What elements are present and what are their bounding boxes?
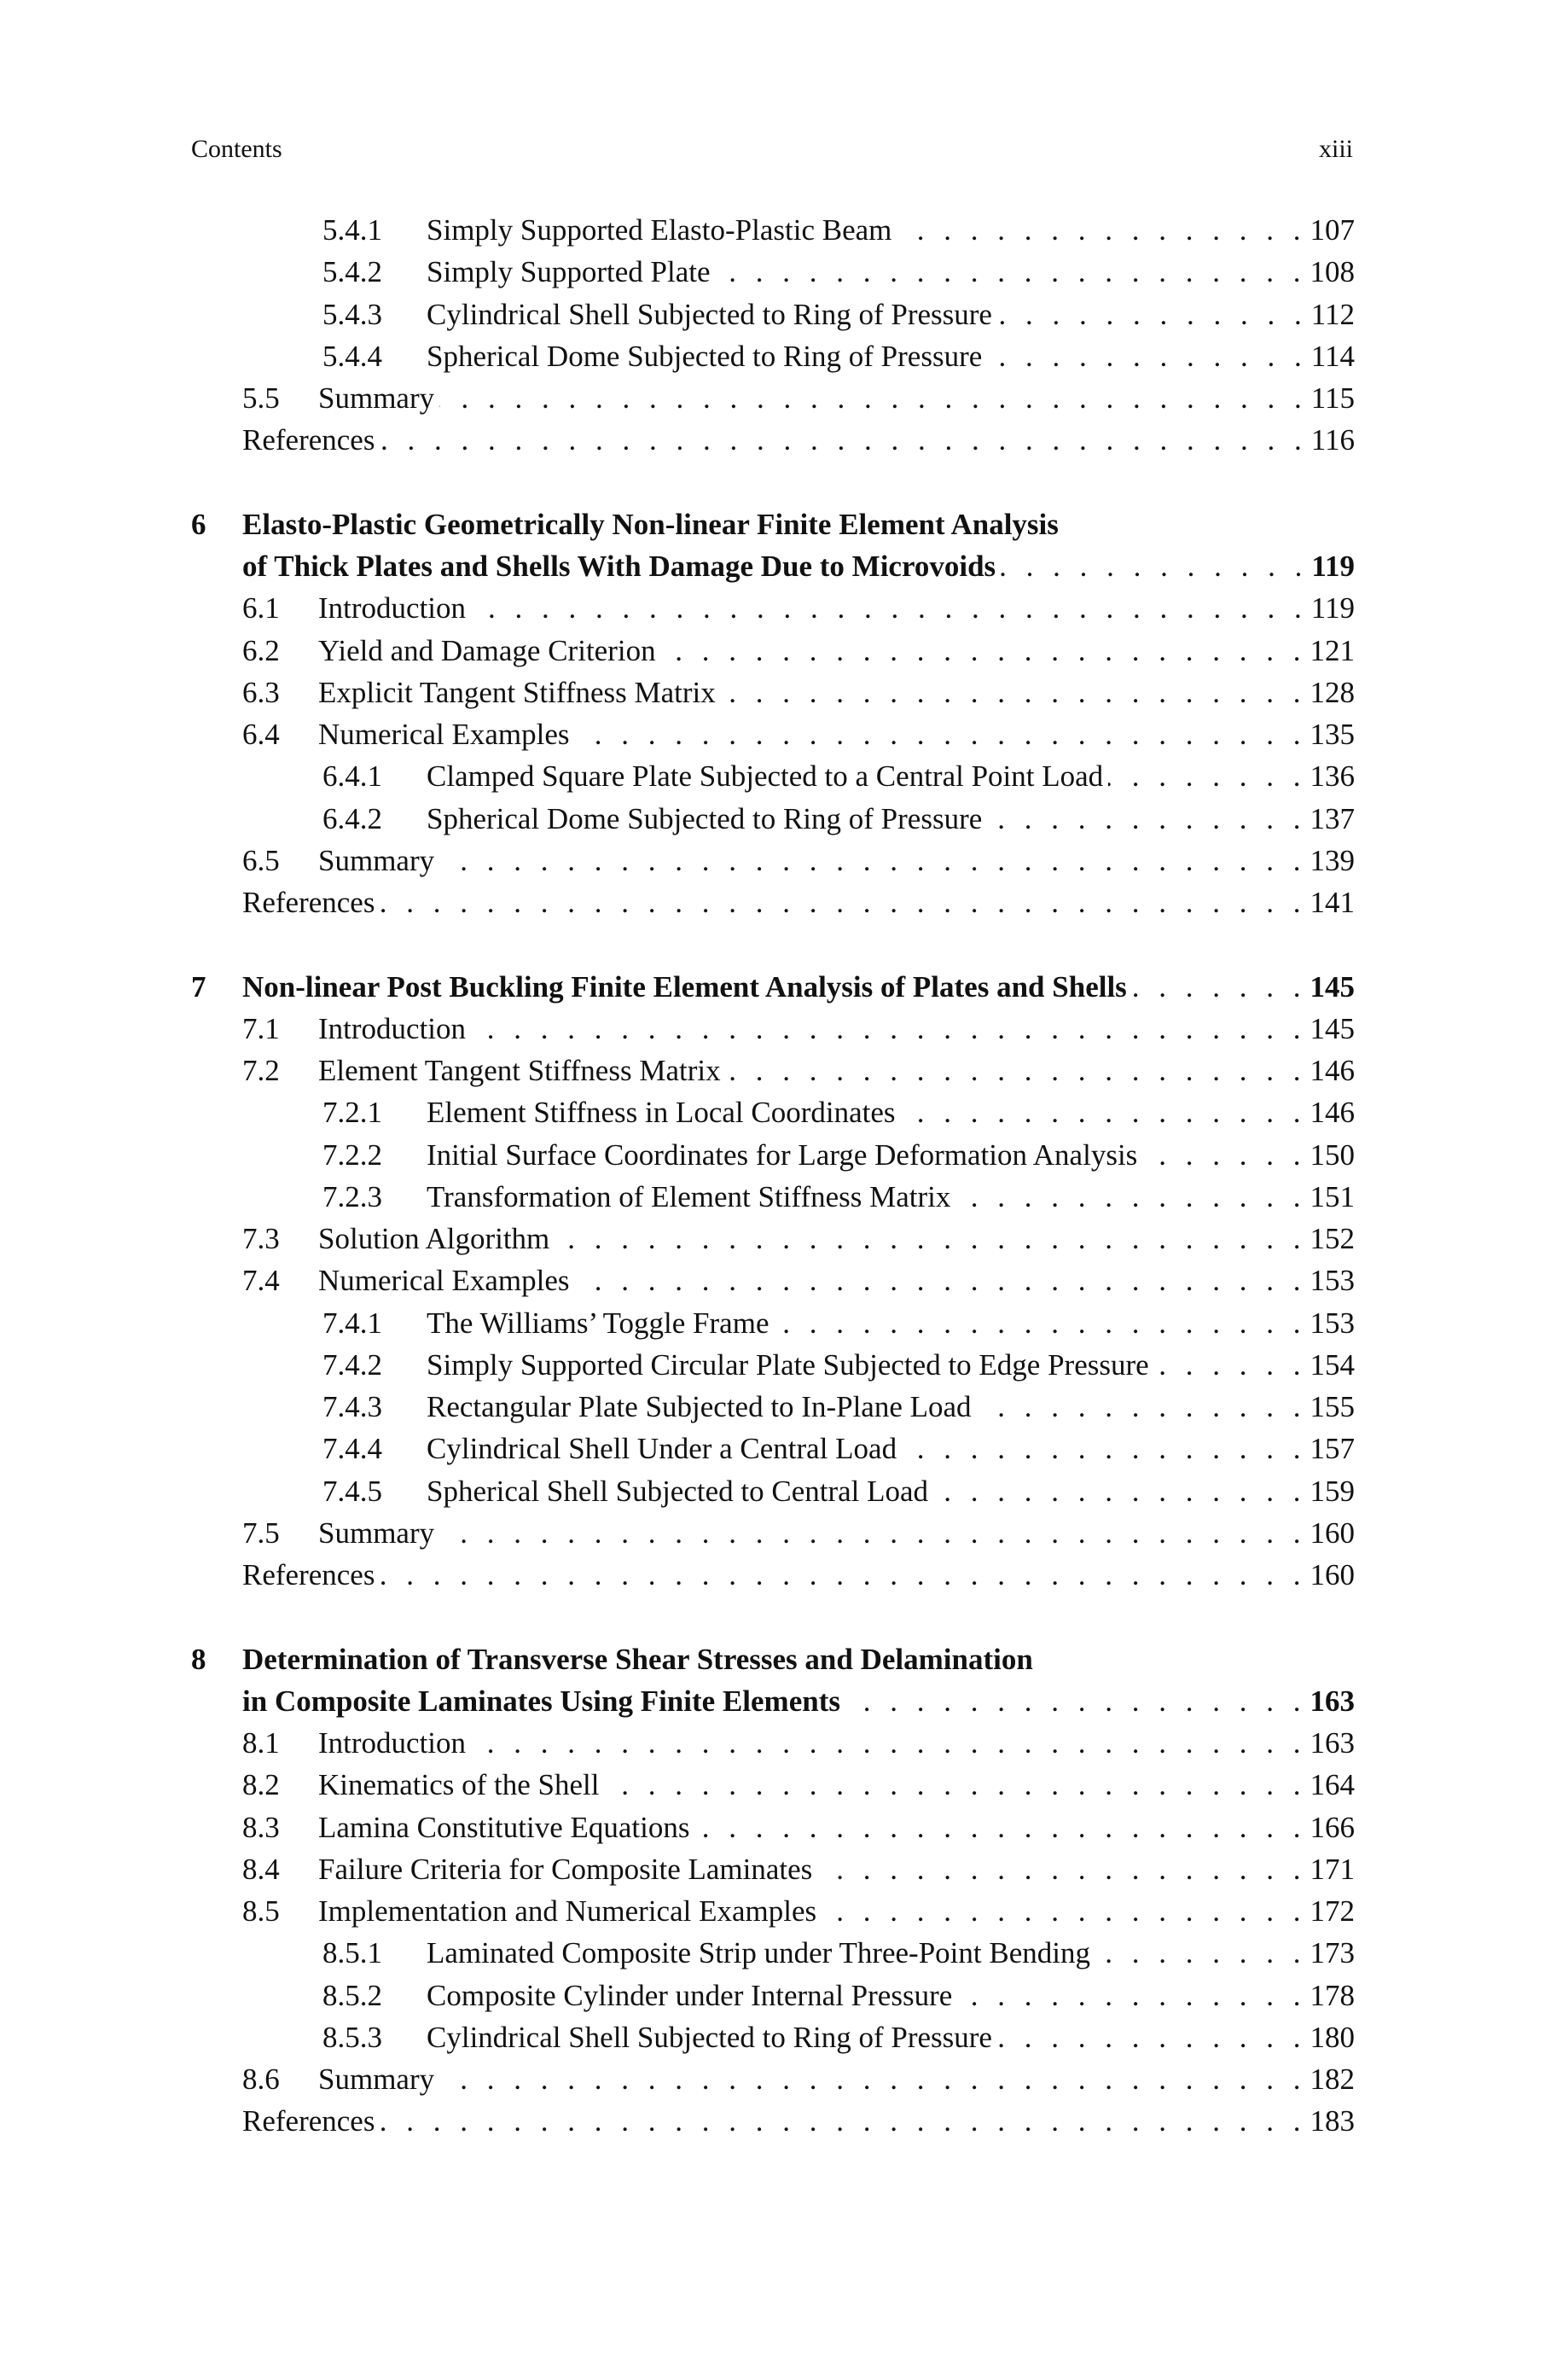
toc-entry[interactable]: [0, 2016, 1568, 2058]
entry-page: 159: [1310, 1474, 1355, 1508]
entry-title: Elasto-Plastic Geometrically Non-linear Finite Element Analysis: [242, 507, 1059, 541]
entry-title: Cylindrical Shell Subjected to Ring of Pressure: [427, 297, 992, 331]
entry-number: 8.3: [242, 1810, 280, 1844]
dot-leader: [380, 1554, 1306, 1596]
toc-entry[interactable]: [0, 630, 1568, 672]
dot-leader: [439, 2058, 1306, 2100]
dot-leader: [439, 1512, 1306, 1554]
dot-leader: [380, 2100, 1306, 2142]
toc-entry[interactable]: [0, 294, 1568, 335]
toc-entry[interactable]: [0, 2100, 1568, 2142]
entry-title: Simply Supported Circular Plate Subjected to Edge Pressure: [427, 1347, 1149, 1382]
entry-page: 153: [1310, 1264, 1355, 1298]
toc-entry[interactable]: [0, 1512, 1568, 1554]
dot-leader: [716, 251, 1307, 293]
entry-number: 7.4: [242, 1264, 280, 1298]
toc-entry[interactable]: [0, 1344, 1568, 1386]
entry-page: 152: [1310, 1222, 1355, 1255]
entry-number: 6.4.2: [322, 801, 382, 835]
entry-page: 141: [1310, 886, 1355, 919]
entry-title: Implementation and Numerical Examples: [318, 1894, 817, 1928]
entry-title: Rectangular Plate Subjected to In-Plane Load: [427, 1390, 972, 1423]
entry-number: 7.1: [242, 1011, 280, 1045]
toc-entry[interactable]: [0, 1975, 1568, 2016]
toc-entry[interactable]: [0, 966, 1568, 1008]
entry-title: Cylindrical Shell Under a Central Load: [427, 1432, 897, 1466]
toc-entry[interactable]: [0, 2058, 1568, 2100]
entry-page: 107: [1310, 213, 1355, 247]
entry-number: 7.2: [242, 1054, 280, 1087]
entry-page: 180: [1310, 2020, 1355, 2054]
entry-page: 178: [1310, 1978, 1355, 2012]
toc-entry[interactable]: [0, 881, 1568, 923]
toc-entry[interactable]: [0, 672, 1568, 713]
entry-title: Transformation of Element Stiffness Matrix: [427, 1179, 951, 1213]
entry-number: 6.1: [242, 591, 280, 625]
entry-title: Element Stiffness in Local Coordinates: [427, 1096, 896, 1130]
entry-page: 114: [1310, 339, 1355, 373]
entry-title: Failure Criteria for Composite Laminates: [318, 1852, 813, 1886]
dot-leader: [661, 630, 1307, 672]
entry-number: 6.4.1: [322, 759, 382, 794]
entry-number: 8.1: [242, 1726, 280, 1760]
toc-entry[interactable]: [0, 1091, 1568, 1133]
entry-title: Clamped Square Plate Subjected to a Central Point Load: [427, 759, 1104, 794]
dot-leader: [695, 1807, 1307, 1848]
entry-title: Composite Cylinder under Internal Pressure: [427, 1978, 953, 2012]
dot-leader: [897, 209, 1306, 251]
dot-leader: [822, 1890, 1306, 1932]
page-number: xiii: [1318, 135, 1353, 163]
entry-title: Spherical Shell Subjected to Central Load: [427, 1474, 929, 1508]
toc-entry[interactable]: [0, 1638, 1568, 1680]
entry-number: 5.5: [242, 381, 280, 415]
entry-page: 128: [1310, 675, 1355, 709]
dot-leader: [957, 1975, 1306, 2016]
entry-number: 5.4.4: [322, 339, 382, 373]
entry-page: 153: [1310, 1306, 1355, 1340]
toc-entry[interactable]: [0, 209, 1568, 251]
entry-number: 7.2.1: [322, 1096, 382, 1130]
entry-page: 166: [1310, 1810, 1355, 1844]
toc-entry[interactable]: [0, 1218, 1568, 1260]
entry-number: 6.4: [242, 718, 280, 751]
toc-entry[interactable]: [0, 419, 1568, 461]
entry-title: Introduction: [318, 1726, 467, 1760]
spacer: [0, 462, 1568, 503]
dot-leader: [997, 2016, 1307, 2058]
toc-entry[interactable]: [0, 1050, 1568, 1091]
entry-number: 6: [191, 507, 206, 541]
entry-number: 6.3: [242, 675, 280, 709]
entry-page: 151: [1310, 1179, 1355, 1213]
entry-title: Laminated Composite Strip under Three-Point Bending: [427, 1936, 1090, 1970]
entry-title: The Williams’ Toggle Frame: [427, 1306, 769, 1340]
entry-number: 7.4.1: [322, 1306, 382, 1340]
entry-page: 150: [1310, 1137, 1355, 1172]
entry-page: 160: [1310, 1558, 1355, 1591]
entry-page: 137: [1310, 801, 1355, 835]
entry-number: 6.5: [242, 843, 280, 877]
dot-leader: [439, 377, 1308, 419]
entry-title: Element Tangent Stiffness Matrix: [318, 1054, 721, 1087]
entry-number: 8.5.3: [322, 2020, 382, 2054]
entry-page: 155: [1310, 1390, 1355, 1423]
dot-leader: [997, 294, 1308, 335]
entry-number: 8.6: [242, 2063, 280, 2096]
toc-entry[interactable]: [0, 1008, 1568, 1050]
entry-page: 116: [1310, 423, 1355, 457]
entry-title: Initial Surface Coordinates for Large Deformation Analysis: [427, 1137, 1138, 1172]
entry-page: 135: [1310, 718, 1355, 751]
entry-title: Non-linear Post Buckling Finite Element Analysis of Plates and Shells: [242, 969, 1127, 1004]
entry-title: References: [242, 1558, 375, 1591]
toc-entry[interactable]: [0, 1848, 1568, 1890]
dot-leader: [721, 672, 1307, 713]
dot-leader: [726, 1050, 1307, 1091]
entry-title: Determination of Transverse Shear Stresses and Delamination: [242, 1642, 1033, 1676]
entry-page: 121: [1310, 633, 1355, 667]
toc-entry[interactable]: [0, 1260, 1568, 1301]
toc-entry[interactable]: [0, 1554, 1568, 1596]
entry-title: Cylindrical Shell Subjected to Ring of Pressure: [427, 2020, 992, 2054]
entry-title: Explicit Tangent Stiffness Matrix: [318, 675, 716, 709]
entry-page: 163: [1310, 1726, 1355, 1760]
entry-page: 145: [1310, 969, 1355, 1004]
entry-title: Summary: [318, 843, 435, 877]
entry-title: Spherical Dome Subjected to Ring of Pressure: [427, 339, 983, 373]
entry-title: Summary: [318, 381, 435, 415]
entry-number: 7.4.5: [322, 1474, 382, 1508]
toc-entry[interactable]: [0, 503, 1568, 545]
entry-title: of Thick Plates and Shells With Damage Due to Microvoids: [242, 550, 996, 583]
toc-entry[interactable]: [0, 1807, 1568, 1848]
toc-entry[interactable]: [0, 1470, 1568, 1512]
dot-leader: [933, 1470, 1306, 1512]
entry-title: Simply Supported Plate: [427, 255, 711, 289]
entry-title: Summary: [318, 2063, 435, 2096]
entry-title: Kinematics of the Shell: [318, 1768, 600, 1802]
toc-entry[interactable]: [0, 1428, 1568, 1469]
entry-page: 171: [1310, 1852, 1355, 1886]
entry-number: 8.5.2: [322, 1978, 382, 2012]
entry-title: Summary: [318, 1516, 435, 1550]
toc-entry[interactable]: [0, 1134, 1568, 1176]
entry-page: 154: [1310, 1347, 1355, 1382]
running-header-title: Contents: [191, 135, 282, 163]
dot-leader: [901, 1091, 1307, 1133]
entry-page: 145: [1310, 1011, 1355, 1045]
toc-entry[interactable]: [0, 798, 1568, 840]
entry-number: 7: [191, 969, 206, 1004]
dot-leader: [380, 419, 1307, 461]
dot-leader: [1154, 1344, 1307, 1386]
entry-number: 7.5: [242, 1516, 280, 1550]
entry-title: Solution Algorithm: [318, 1222, 550, 1255]
entry-page: 119: [1310, 591, 1355, 625]
entry-title: Spherical Dome Subjected to Ring of Pressure: [427, 801, 983, 835]
dot-leader: [955, 1176, 1306, 1218]
entry-page: 119: [1311, 550, 1355, 583]
toc-entry[interactable]: [0, 840, 1568, 881]
entry-page: 160: [1310, 1516, 1355, 1550]
entry-title: References: [242, 423, 375, 457]
entry-number: 7.4.2: [322, 1347, 382, 1382]
entry-number: 8: [191, 1642, 206, 1676]
dot-leader: [471, 1722, 1306, 1764]
entry-number: 7.2.3: [322, 1179, 382, 1213]
dot-leader: [439, 840, 1306, 881]
entry-page: 139: [1310, 843, 1355, 877]
dot-leader: [471, 587, 1308, 629]
dot-leader: [555, 1218, 1306, 1260]
entry-number: 7.2.2: [322, 1137, 382, 1172]
toc-entry[interactable]: [0, 545, 1568, 587]
table-of-contents: [0, 209, 1568, 2143]
entry-page: 183: [1310, 2104, 1355, 2138]
dot-leader: [1095, 1932, 1307, 1974]
entry-page: 146: [1310, 1096, 1355, 1130]
entry-number: 8.5: [242, 1894, 280, 1928]
entry-page: 172: [1310, 1894, 1355, 1928]
entry-title: Introduction: [318, 591, 467, 625]
toc-entry[interactable]: [0, 1722, 1568, 1764]
dot-leader: [977, 1386, 1307, 1428]
dot-leader: [574, 1260, 1306, 1301]
entry-title: Simply Supported Elasto-Plastic Beam: [427, 213, 892, 247]
dot-leader: [605, 1764, 1307, 1806]
entry-number: 5.4.2: [322, 255, 382, 289]
entry-number: 5.4.1: [322, 213, 382, 247]
entry-page: 115: [1310, 381, 1355, 415]
entry-page: 173: [1310, 1936, 1355, 1970]
entry-number: 8.4: [242, 1852, 280, 1886]
entry-title: Numerical Examples: [318, 718, 570, 751]
entry-page: 163: [1310, 1684, 1355, 1718]
entry-page: 164: [1310, 1768, 1355, 1802]
entry-title: References: [242, 2104, 375, 2138]
spacer: [0, 1596, 1568, 1638]
spacer: [0, 923, 1568, 965]
entry-title: in Composite Laminates Using Finite Elements: [242, 1684, 840, 1718]
toc-entry[interactable]: [0, 713, 1568, 755]
dot-leader: [987, 335, 1308, 377]
entry-number: 8.2: [242, 1768, 280, 1802]
dot-leader: [987, 798, 1306, 840]
dot-leader: [902, 1428, 1306, 1469]
entry-number: 7.4.4: [322, 1432, 382, 1466]
entry-page: 112: [1310, 297, 1355, 331]
entry-number: 7.4.3: [322, 1390, 382, 1423]
toc-entry[interactable]: [0, 1680, 1568, 1722]
toc-entry[interactable]: [0, 1932, 1568, 1974]
toc-entry[interactable]: [0, 1386, 1568, 1428]
entry-title: Introduction: [318, 1011, 467, 1045]
dot-leader: [845, 1680, 1307, 1722]
toc-entry[interactable]: [0, 1302, 1568, 1344]
dot-leader: [574, 713, 1306, 755]
toc-entry[interactable]: [0, 1890, 1568, 1932]
entry-page: 108: [1310, 255, 1355, 289]
dot-leader: [1108, 755, 1306, 797]
entry-number: 5.4.3: [322, 297, 382, 331]
entry-number: 7.3: [242, 1222, 280, 1255]
dot-leader: [380, 881, 1306, 923]
entry-title: Lamina Constitutive Equations: [318, 1810, 690, 1844]
entry-number: 6.2: [242, 633, 280, 667]
toc-entry[interactable]: [0, 587, 1568, 629]
entry-title: References: [242, 886, 375, 919]
entry-page: 182: [1310, 2063, 1355, 2096]
entry-title: Numerical Examples: [318, 1264, 570, 1298]
entry-page: 146: [1310, 1054, 1355, 1087]
toc-entry[interactable]: [0, 1176, 1568, 1218]
dot-leader: [471, 1008, 1306, 1050]
dot-leader: [1001, 545, 1308, 587]
toc-entry[interactable]: [0, 251, 1568, 293]
dot-leader: [774, 1302, 1306, 1344]
toc-entry[interactable]: [0, 377, 1568, 419]
entry-number: 8.5.1: [322, 1936, 382, 1970]
toc-entry[interactable]: [0, 755, 1568, 797]
toc-entry[interactable]: [0, 1764, 1568, 1806]
entry-page: 136: [1310, 759, 1355, 794]
entry-page: 157: [1310, 1432, 1355, 1466]
dot-leader: [1142, 1134, 1306, 1176]
toc-entry[interactable]: [0, 335, 1568, 377]
dot-leader: [817, 1848, 1306, 1890]
dot-leader: [1132, 966, 1307, 1008]
entry-title: Yield and Damage Criterion: [318, 633, 656, 667]
